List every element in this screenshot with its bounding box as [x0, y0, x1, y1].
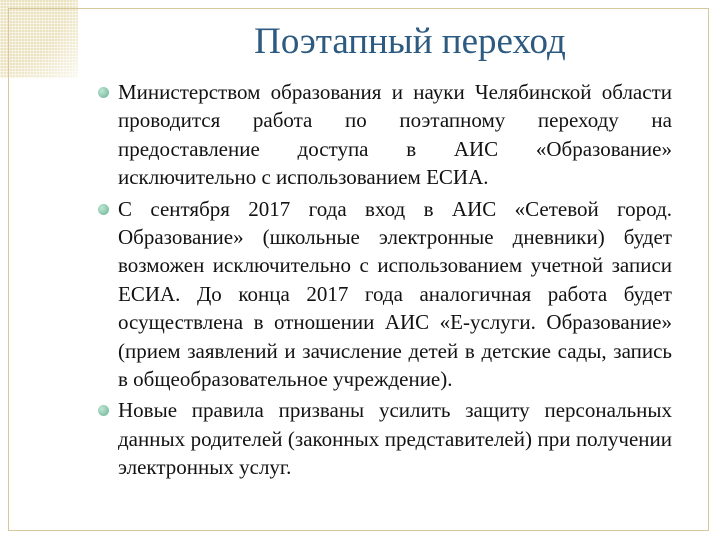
- bullet-text: Новые правила призваны усилить защиту персональных данных родителей (законных представителей) при получении электронных услуг.: [118, 398, 672, 480]
- bullet-dot-icon: [98, 405, 109, 416]
- bullet-text: С сентября 2017 года вход в АИС «Сетевой город. Образование» (школьные электронные дневники) будет возможен исключительно с использованием учетной записи ЕСИА. До конца 2017 года аналогичная работа будет осуществлена в отношении АИС «Е-услуги. Образование» (прием заявлений и зачисление детей в детские сады, запись в общеобразовательное учреждение).: [118, 196, 672, 392]
- slide-title: Поэтапный переход: [254, 21, 566, 62]
- bullet-text: Министерством образования и науки Челябинской области проводится работа по поэтапному переходу на предоставление доступа в АИС «Образование» исключительно с использованием ЕСИА.: [118, 80, 672, 190]
- bullet-item: [98, 78, 672, 192]
- bullet-item: [98, 195, 672, 394]
- bullet-list: [98, 78, 672, 482]
- bullet-dot-icon: [98, 204, 109, 215]
- bullet-item: [98, 396, 672, 481]
- bullet-dot-icon: [98, 87, 109, 98]
- corner-decoration-fade: [0, 0, 78, 78]
